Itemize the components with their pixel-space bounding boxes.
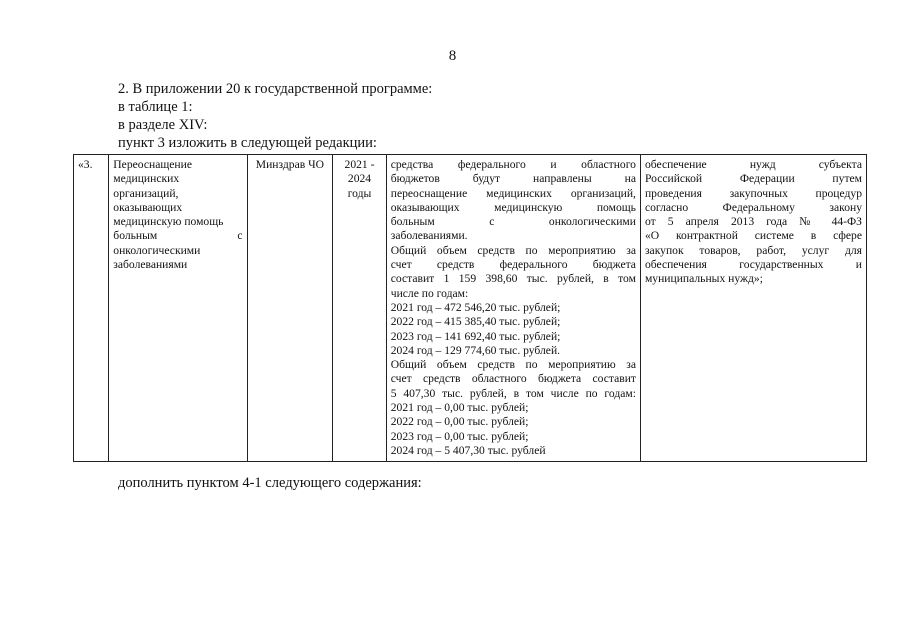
executor-cell: Минздрав ЧО: [247, 155, 333, 462]
mechanism-line: согласно Федеральному закону: [644, 200, 862, 214]
years-line: годы: [347, 186, 372, 200]
item-number-cell: «3.: [74, 155, 109, 462]
finance-line: средства федерального и областного: [390, 158, 636, 171]
years-line: 2021 -: [344, 158, 375, 171]
financing-cell: [386, 155, 640, 462]
mechanism-line: проведения закупочных процедур: [644, 186, 862, 200]
intro-line: 2. В приложении 20 к государственной программе:: [118, 81, 433, 97]
finance-line: 2021 год – 472 546,20 тыс. рублей;: [390, 300, 561, 314]
name-line: заболеваниями: [113, 258, 188, 272]
intro-line: пункт 3 изложить в следующей редакции:: [118, 135, 377, 151]
name-line: организаций,: [113, 186, 179, 200]
finance-line: переоснащение медицинских организаций,: [390, 186, 636, 200]
finance-line: Общий объем средств по мероприятию за: [390, 243, 636, 257]
finance-line: числе по годам:: [390, 286, 469, 300]
mechanism-line: закупок товаров, работ, услуг для: [644, 243, 862, 257]
mechanism-line: от 5 апреля 2013 года № 44-ФЗ: [644, 215, 862, 229]
years-cell: [333, 155, 386, 462]
mechanism-line: Российской Федерации путем: [644, 172, 862, 186]
finance-line: 2023 год – 141 692,40 тыс. рублей;: [390, 329, 561, 343]
closing-instruction: дополнить пунктом 4-1 следующего содержания:: [118, 475, 422, 491]
mechanism-line: муниципальных нужд»;: [644, 272, 763, 286]
name-line: медицинскую помощь: [113, 215, 224, 229]
mechanism-line: обеспечение нужд субъекта: [644, 158, 862, 171]
name-line: оказывающих: [113, 200, 183, 214]
finance-line: оказывающих медицинскую помощь: [390, 200, 636, 214]
finance-line: счет средств федерального бюджета: [390, 258, 636, 272]
finance-line: 2024 год – 5 407,30 тыс. рублей: [390, 443, 546, 457]
name-line: Переоснащение: [113, 158, 192, 171]
finance-line: бюджетов будут направлены на: [390, 172, 636, 186]
finance-line: 5 407,30 тыс. рублей, в том числе по годам:: [390, 386, 636, 400]
finance-line: составит 1 159 398,60 тыс. рублей, в том: [390, 272, 636, 286]
intro-line: в разделе XIV:: [118, 117, 208, 133]
intro-line: в таблице 1:: [118, 99, 193, 115]
name-line: медицинских: [113, 172, 180, 186]
intro-text: [118, 80, 432, 152]
finance-line: 2023 год – 0,00 тыс. рублей;: [390, 429, 529, 443]
years-line: 2024: [347, 172, 372, 186]
finance-line: Общий объем средств по мероприятию за: [390, 358, 636, 372]
measure-name-cell: [109, 155, 247, 462]
finance-line: заболеваниями.: [390, 229, 468, 243]
finance-line: 2022 год – 415 385,40 тыс. рублей;: [390, 315, 561, 329]
mechanism-line: обеспечения государственных и: [644, 258, 862, 272]
finance-line: 2021 год – 0,00 тыс. рублей;: [390, 401, 529, 415]
finance-line: 2022 год – 0,00 тыс. рублей;: [390, 415, 529, 429]
implementation-mechanism-cell: [640, 155, 866, 462]
page-number: 8: [448, 48, 457, 64]
amendment-table: [73, 154, 867, 462]
name-line: больным с: [113, 229, 243, 243]
name-line: онкологическими: [113, 243, 201, 257]
mechanism-line: «О контрактной системе в сфере: [644, 229, 862, 243]
finance-line: 2024 год – 129 774,60 тыс. рублей.: [390, 343, 561, 357]
table-row: [74, 155, 867, 462]
finance-line: больным с онкологическими: [390, 215, 636, 229]
finance-line: счет средств областного бюджета составит: [390, 372, 636, 386]
